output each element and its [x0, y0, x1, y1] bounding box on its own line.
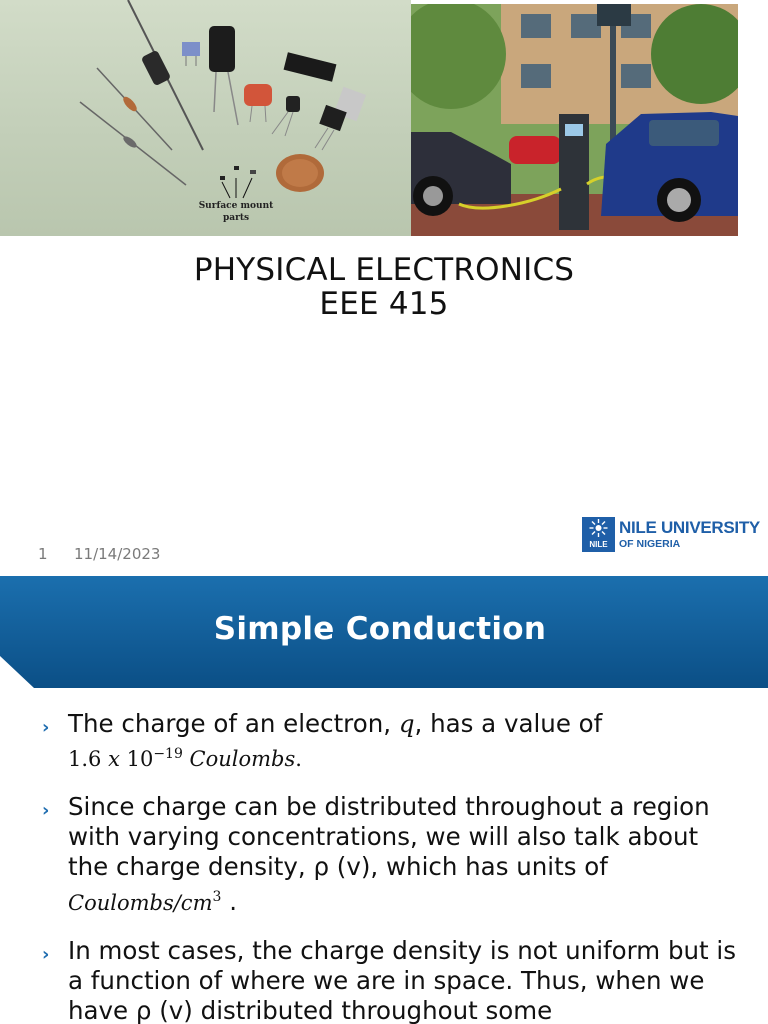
bullet-item	[42, 936, 742, 1024]
slide-number: 1	[38, 545, 48, 563]
bullet-text: The charge of an electron,	[68, 709, 399, 738]
ev-charging-illustration	[411, 4, 738, 236]
logo-mark-icon	[582, 517, 615, 552]
chevron-right-icon: ›	[42, 800, 50, 821]
slide-date: 11/14/2023	[74, 545, 161, 563]
chevron-right-icon: ›	[42, 717, 50, 738]
ev-charging-photo	[411, 4, 738, 236]
charge-symbol: q	[398, 709, 415, 738]
bullet-text: Since charge can be distributed throughout a region with varying concentrations, we will also talk about the charge density, ρ (v), which has units of	[68, 792, 710, 881]
caption-line-2: parts	[222, 213, 250, 223]
course-code: EEE 415	[319, 286, 449, 322]
slide-title	[0, 253, 768, 321]
value-end: .	[295, 747, 302, 771]
university-logo	[582, 517, 762, 553]
bullet-end: .	[221, 887, 237, 917]
content-slide	[0, 576, 768, 1024]
bullet-item	[42, 792, 742, 918]
bullet-text: , has a value of	[414, 709, 603, 738]
density-unit: Coulombs/cm	[68, 891, 213, 916]
chevron-right-icon: ›	[42, 944, 50, 966]
value-times: x	[108, 747, 120, 771]
value-base: 10	[119, 747, 154, 771]
caption-line-1: Surface mount	[198, 201, 274, 211]
course-name: PHYSICAL ELECTRONICS	[193, 252, 575, 288]
bullet-text: In most cases, the charge density is not uniform but is a function of where we are in space. Thus, when we have ρ (v) distributed throughout some	[68, 936, 736, 1024]
charge-value	[68, 747, 302, 771]
value-unit: Coulombs	[182, 747, 296, 771]
content-slide-title: Simple Conduction	[213, 611, 547, 647]
logo-subtitle: OF NIGERIA	[619, 538, 681, 550]
logo-name: NILE UNIVERSITY	[619, 518, 760, 537]
value-exponent: −19	[153, 746, 183, 762]
bullet-list	[42, 709, 742, 1024]
value-mantissa: 1.6	[68, 747, 109, 771]
logo-mark-text: NILE	[589, 540, 608, 549]
surface-mount-caption	[186, 200, 286, 224]
electronic-components-photo	[0, 0, 411, 236]
bullet-item	[42, 709, 742, 774]
density-unit-exponent: 3	[212, 889, 222, 905]
